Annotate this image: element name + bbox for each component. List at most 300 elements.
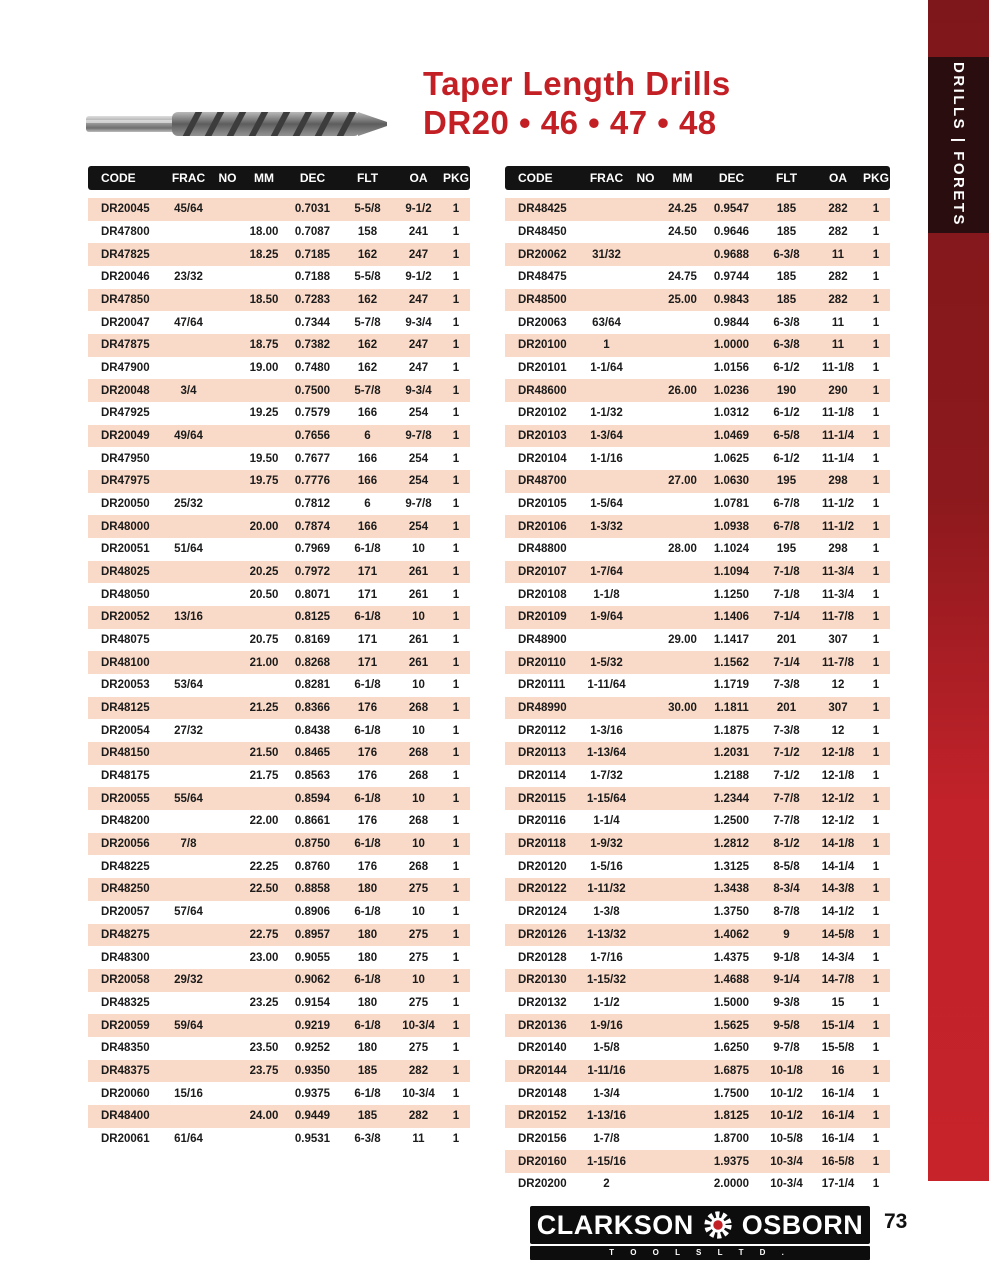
cell-flt: 180 <box>340 878 395 901</box>
cell-mm <box>661 243 704 266</box>
table-row <box>88 243 470 266</box>
cell-code: DR20136 <box>505 1014 583 1037</box>
cell-no <box>212 1060 243 1083</box>
cell-no <box>630 515 661 538</box>
cell-flt: 201 <box>776 634 797 647</box>
cell-oa: 10 <box>412 906 425 919</box>
cell-mm <box>661 1082 704 1105</box>
cell-oa: 241 <box>408 226 429 238</box>
brand-name-right: OSBORN <box>741 1210 864 1240</box>
cell-oa: 11-1/4 <box>822 452 854 465</box>
column-header-no: NO <box>212 166 243 190</box>
column-header-mm: MM <box>661 166 704 190</box>
cell-frac: 23/32 <box>174 271 203 284</box>
cell-flt: 190 <box>759 379 814 402</box>
cell-oa: 12 <box>831 679 845 692</box>
cell-code: DR20113 <box>505 742 583 765</box>
cell-oa: 254 <box>408 407 429 420</box>
cell-frac: 1-9/32 <box>583 833 630 856</box>
cell-oa: 14-3/4 <box>821 951 855 964</box>
cell-flt: 180 <box>357 951 378 964</box>
cell-mm: 25.00 <box>661 289 704 312</box>
cell-flt: 9-7/8 <box>773 1042 800 1055</box>
table-header-row <box>505 166 890 190</box>
cell-oa: 298 <box>814 470 862 493</box>
cell-code: DR48350 <box>101 1042 150 1055</box>
cell-code: DR20052 <box>88 606 165 629</box>
cell-dec: 0.9055 <box>294 951 331 964</box>
cell-dec: 0.7677 <box>294 452 331 465</box>
cell-code: DR47875 <box>88 334 165 357</box>
column-header-mm: MM <box>243 166 285 190</box>
cell-oa: 11-3/4 <box>822 588 854 601</box>
cell-flt: 7-1/4 <box>759 606 814 629</box>
cell-code: DR47950 <box>101 452 150 465</box>
cell-dec: 1.0236 <box>704 379 759 402</box>
cell-code: DR20109 <box>505 606 583 629</box>
cell-frac <box>583 266 630 289</box>
cell-code: DR48275 <box>88 924 165 947</box>
cell-oa: 14-7/8 <box>814 969 862 992</box>
cell-oa: 11-3/4 <box>814 561 862 584</box>
cell-no <box>212 787 243 810</box>
table-row <box>88 946 470 969</box>
cell-mm <box>243 379 285 402</box>
cell-code: DR48125 <box>88 697 165 720</box>
table-row <box>505 583 890 606</box>
table-row <box>505 1150 890 1173</box>
table-row <box>88 583 470 606</box>
cell-code: DR20120 <box>518 860 567 873</box>
cell-pkg: 1 <box>452 906 460 919</box>
table-row <box>88 357 470 380</box>
cell-frac <box>583 538 630 561</box>
table-row <box>88 629 470 652</box>
cell-frac: 1-13/64 <box>583 742 630 765</box>
cell-mm <box>661 1173 704 1196</box>
cell-dec: 1.0469 <box>704 425 759 448</box>
cell-frac <box>165 515 212 538</box>
table-row <box>88 992 470 1015</box>
cell-frac <box>165 243 212 266</box>
cell-oa: 9-3/4 <box>405 316 432 329</box>
drill-table-left <box>88 166 470 1150</box>
cell-code: DR20059 <box>88 1014 165 1037</box>
cell-code: DR20062 <box>505 243 583 266</box>
table-row <box>88 311 470 334</box>
cell-frac: 3/4 <box>165 379 212 402</box>
cell-frac: 1-15/64 <box>583 787 630 810</box>
cell-no <box>630 538 661 561</box>
cell-oa: 10 <box>412 724 425 737</box>
cell-no <box>630 266 661 289</box>
column-header-flt: FLT <box>340 166 395 190</box>
cell-mm: 28.00 <box>668 543 697 556</box>
cell-frac: 15/16 <box>174 1087 203 1100</box>
cell-oa: 12-1/2 <box>814 787 862 810</box>
cell-pkg: 1 <box>862 697 890 720</box>
cell-no <box>630 1037 661 1060</box>
cell-no <box>630 1105 661 1128</box>
cell-oa: 275 <box>408 951 429 964</box>
cell-pkg: 1 <box>872 1132 880 1145</box>
cell-pkg: 1 <box>862 742 890 765</box>
cell-pkg: 1 <box>872 724 880 737</box>
cell-frac: 1-1/32 <box>590 407 623 420</box>
cell-dec: 1.1811 <box>704 697 759 720</box>
table-row <box>505 969 890 992</box>
cell-mm: 20.00 <box>243 515 285 538</box>
cell-frac: 1-1/64 <box>590 362 623 375</box>
cell-pkg: 1 <box>442 787 470 810</box>
cell-mm <box>243 266 285 289</box>
cell-pkg: 1 <box>442 833 470 856</box>
cell-flt: 166 <box>357 407 378 420</box>
cell-flt: 7-7/8 <box>773 815 800 828</box>
cell-oa: 14-1/2 <box>821 906 855 919</box>
cell-code: DR20200 <box>518 1178 567 1191</box>
cell-no <box>630 493 661 516</box>
section-tab-label: DRILLS | FORETS <box>950 62 967 228</box>
cell-no <box>212 674 243 697</box>
cell-no <box>212 425 243 448</box>
cell-frac: 1-3/32 <box>583 515 630 538</box>
cell-flt: 10-1/2 <box>759 1105 814 1128</box>
cell-no <box>212 629 243 652</box>
cell-oa: 16-1/4 <box>814 1105 862 1128</box>
cell-code: DR48100 <box>88 651 165 674</box>
cell-mm <box>243 969 285 992</box>
cell-flt: 10-1/8 <box>759 1060 814 1083</box>
table-row <box>505 833 890 856</box>
cell-flt: 10-3/4 <box>759 1150 814 1173</box>
cell-oa: 282 <box>395 1060 442 1083</box>
table-header-row <box>88 166 470 190</box>
cell-pkg: 1 <box>442 606 470 629</box>
cell-dec: 1.4062 <box>704 924 759 947</box>
table-row <box>88 1082 470 1105</box>
cell-oa: 261 <box>408 634 429 647</box>
cell-frac: 1-1/4 <box>593 815 620 828</box>
cell-dec: 0.9375 <box>294 1087 331 1100</box>
cell-dec: 0.7812 <box>294 498 331 511</box>
table-row <box>88 969 470 992</box>
table-row <box>505 538 890 561</box>
table-row <box>505 606 890 629</box>
cell-frac: 1-13/32 <box>583 924 630 947</box>
cell-flt: 7-7/8 <box>759 787 814 810</box>
cell-frac: 1-3/16 <box>590 724 623 737</box>
cell-pkg: 1 <box>872 860 880 873</box>
cell-mm <box>661 878 704 901</box>
cell-no <box>630 402 661 425</box>
cell-pkg: 1 <box>862 1014 890 1037</box>
cell-dec: 1.0938 <box>704 515 759 538</box>
cell-frac <box>165 221 212 244</box>
table-row <box>505 697 890 720</box>
drill-specs-table-right <box>505 166 890 1196</box>
cell-flt: 6-1/8 <box>354 724 381 737</box>
cell-dec: 1.2188 <box>713 770 750 783</box>
cell-dec: 0.9449 <box>285 1105 340 1128</box>
cell-flt: 6-1/8 <box>340 833 395 856</box>
cell-code: DR20106 <box>505 515 583 538</box>
cell-pkg: 1 <box>872 407 880 420</box>
cell-frac: 45/64 <box>165 198 212 221</box>
cell-frac <box>165 402 212 425</box>
cell-no <box>212 198 243 221</box>
cell-dec: 0.8071 <box>294 588 331 601</box>
cell-no <box>630 787 661 810</box>
cell-flt: 5-7/8 <box>354 316 381 329</box>
table-row <box>88 697 470 720</box>
cell-no <box>630 289 661 312</box>
cell-mm: 24.00 <box>243 1105 285 1128</box>
cell-code: DR20048 <box>88 379 165 402</box>
cell-pkg: 1 <box>452 1042 460 1055</box>
table-row <box>88 493 470 516</box>
table-row <box>88 1128 470 1151</box>
cell-frac <box>583 629 630 652</box>
cell-pkg: 1 <box>872 362 880 375</box>
cell-dec: 0.8661 <box>294 815 331 828</box>
cell-flt: 7-1/8 <box>759 561 814 584</box>
cell-oa: 9-7/8 <box>405 498 432 511</box>
cell-dec: 1.7500 <box>713 1087 750 1100</box>
cell-code: DR48200 <box>101 815 150 828</box>
table-row <box>88 924 470 947</box>
cell-frac <box>165 1037 212 1060</box>
cell-mm: 19.75 <box>243 470 285 493</box>
cell-dec: 1.4375 <box>713 951 750 964</box>
cell-frac: 1-7/8 <box>593 1132 620 1145</box>
cell-no <box>212 742 243 765</box>
cell-flt: 10-1/2 <box>770 1087 803 1100</box>
cell-code: DR20108 <box>518 588 567 601</box>
cell-mm <box>661 1128 704 1151</box>
cell-mm <box>661 833 704 856</box>
cell-no <box>212 810 243 833</box>
cell-code: DR20058 <box>88 969 165 992</box>
table-row <box>88 765 470 788</box>
cell-mm <box>243 1082 285 1105</box>
cell-flt: 8-3/4 <box>759 878 814 901</box>
cell-frac <box>165 583 212 606</box>
cell-mm: 19.00 <box>249 362 279 375</box>
column-header-frac: FRAC <box>583 166 630 190</box>
table-row <box>505 924 890 947</box>
table-row <box>88 289 470 312</box>
table-row <box>505 402 890 425</box>
cell-flt: 176 <box>340 742 395 765</box>
cell-mm: 18.25 <box>243 243 285 266</box>
cell-flt: 9-3/8 <box>773 996 800 1009</box>
table-row <box>505 515 890 538</box>
cell-code: DR20051 <box>101 543 150 556</box>
cell-flt: 166 <box>340 515 395 538</box>
cell-no <box>212 855 243 878</box>
cell-pkg: 1 <box>862 425 890 448</box>
table-row <box>505 629 890 652</box>
cell-flt: 185 <box>776 226 797 238</box>
cell-flt: 195 <box>759 470 814 493</box>
cell-mm: 24.75 <box>668 271 697 284</box>
cell-flt: 180 <box>357 996 378 1009</box>
cell-no <box>212 901 243 924</box>
cell-mm <box>661 561 704 584</box>
table-row <box>505 1037 890 1060</box>
cell-dec: 0.7344 <box>294 316 331 329</box>
cell-code: DR47850 <box>88 289 165 312</box>
cell-frac: 1-1/8 <box>593 588 620 601</box>
table-row <box>505 765 890 788</box>
cell-code: DR20132 <box>518 996 567 1009</box>
table-row <box>88 221 470 244</box>
cell-frac: 1-15/16 <box>583 1150 630 1173</box>
cell-dec: 1.4688 <box>704 969 759 992</box>
cell-mm: 21.00 <box>243 651 285 674</box>
cell-pkg: 1 <box>452 362 460 375</box>
cell-pkg: 1 <box>872 1178 880 1191</box>
cell-code: DR20103 <box>505 425 583 448</box>
table-row <box>505 447 890 470</box>
cell-frac: 1-3/64 <box>583 425 630 448</box>
cell-frac: 7/8 <box>165 833 212 856</box>
cell-dec: 0.8760 <box>294 860 331 873</box>
cell-flt: 6-1/8 <box>354 679 381 692</box>
table-row <box>88 855 470 878</box>
cell-code: DR20060 <box>101 1087 150 1100</box>
cell-pkg: 1 <box>862 243 890 266</box>
cell-no <box>212 992 243 1015</box>
cell-dec: 1.1719 <box>713 679 750 692</box>
cell-oa: 282 <box>395 1105 442 1128</box>
cell-code: DR20118 <box>505 833 583 856</box>
cell-code: DR47800 <box>101 226 150 238</box>
cell-no <box>630 1173 661 1196</box>
cell-no <box>630 742 661 765</box>
cell-flt: 6-1/8 <box>340 1014 395 1037</box>
cell-flt: 6-1/8 <box>354 543 381 556</box>
cell-oa: 12-1/8 <box>814 742 862 765</box>
cell-oa: 275 <box>395 878 442 901</box>
cell-oa: 290 <box>814 379 862 402</box>
cell-flt: 171 <box>357 634 378 647</box>
cell-mm: 18.50 <box>243 289 285 312</box>
cell-code: DR20053 <box>101 679 150 692</box>
cell-mm <box>661 1014 704 1037</box>
cell-pkg: 1 <box>872 316 880 329</box>
cell-oa: 254 <box>395 515 442 538</box>
cell-dec: 1.2344 <box>704 787 759 810</box>
cell-frac: 29/32 <box>165 969 212 992</box>
cell-mm <box>661 334 704 357</box>
cell-pkg: 1 <box>452 951 460 964</box>
page-title-line2: DR20 • 46 • 47 • 48 <box>423 104 717 141</box>
cell-mm: 21.50 <box>243 742 285 765</box>
cell-pkg: 1 <box>442 1105 470 1128</box>
cell-code: DR20104 <box>518 452 567 465</box>
cell-no <box>630 243 661 266</box>
table-row <box>505 1082 890 1105</box>
table-row <box>505 470 890 493</box>
cell-dec: 1.1406 <box>704 606 759 629</box>
table-row <box>88 606 470 629</box>
cell-no <box>630 1060 661 1083</box>
cell-code: DR20144 <box>505 1060 583 1083</box>
table-row <box>505 425 890 448</box>
cell-pkg: 1 <box>862 787 890 810</box>
cell-code: DR20114 <box>518 770 566 783</box>
cell-oa: 9-7/8 <box>395 425 442 448</box>
cell-flt: 5-5/8 <box>354 271 381 284</box>
cell-pkg: 1 <box>452 271 460 284</box>
column-header-frac: FRAC <box>165 166 212 190</box>
cell-pkg: 1 <box>442 198 470 221</box>
cell-mm <box>661 1105 704 1128</box>
cell-oa: 275 <box>395 924 442 947</box>
cell-flt: 171 <box>357 588 378 601</box>
cell-pkg: 1 <box>442 924 470 947</box>
cell-no <box>630 901 661 924</box>
cell-flt: 6 <box>340 425 395 448</box>
cell-mm <box>661 1037 704 1060</box>
cell-code: DR20047 <box>101 316 150 329</box>
cell-dec: 0.7382 <box>285 334 340 357</box>
drill-bit-illustration <box>84 102 390 146</box>
cell-code: DR20046 <box>101 271 150 284</box>
cell-flt: 9-5/8 <box>759 1014 814 1037</box>
cell-no <box>630 719 661 742</box>
cell-pkg: 1 <box>442 515 470 538</box>
cell-oa: 10 <box>395 833 442 856</box>
cell-frac <box>165 334 212 357</box>
cell-no <box>212 266 243 289</box>
cell-no <box>212 357 243 380</box>
cell-no <box>212 311 243 334</box>
cell-flt: 6-1/8 <box>354 906 381 919</box>
cell-mm <box>661 583 704 606</box>
cell-flt: 176 <box>340 697 395 720</box>
cell-dec: 0.7031 <box>285 198 340 221</box>
table-row <box>505 1173 890 1196</box>
cell-mm <box>661 992 704 1015</box>
cell-frac: 61/64 <box>174 1132 203 1145</box>
cell-no <box>212 1082 243 1105</box>
cell-flt: 9-1/4 <box>759 969 814 992</box>
table-row <box>505 266 890 289</box>
cell-code: DR20056 <box>88 833 165 856</box>
page-number: 73 <box>884 1210 908 1233</box>
cell-dec: 0.8125 <box>285 606 340 629</box>
cell-oa: 11-7/8 <box>814 606 862 629</box>
cell-no <box>212 515 243 538</box>
cell-no <box>630 674 661 697</box>
cell-frac: 25/32 <box>174 498 203 511</box>
cell-no <box>630 198 661 221</box>
cell-mm <box>243 1128 285 1151</box>
cell-no <box>630 833 661 856</box>
column-header-no: NO <box>630 166 661 190</box>
cell-no <box>630 946 661 969</box>
cell-dec: 0.7972 <box>285 561 340 584</box>
cell-frac: 1-5/32 <box>583 651 630 674</box>
cell-pkg: 1 <box>452 996 460 1009</box>
table-row <box>505 901 890 924</box>
column-header-oa: OA <box>395 166 442 190</box>
cell-frac <box>165 878 212 901</box>
cell-mm <box>661 719 704 742</box>
